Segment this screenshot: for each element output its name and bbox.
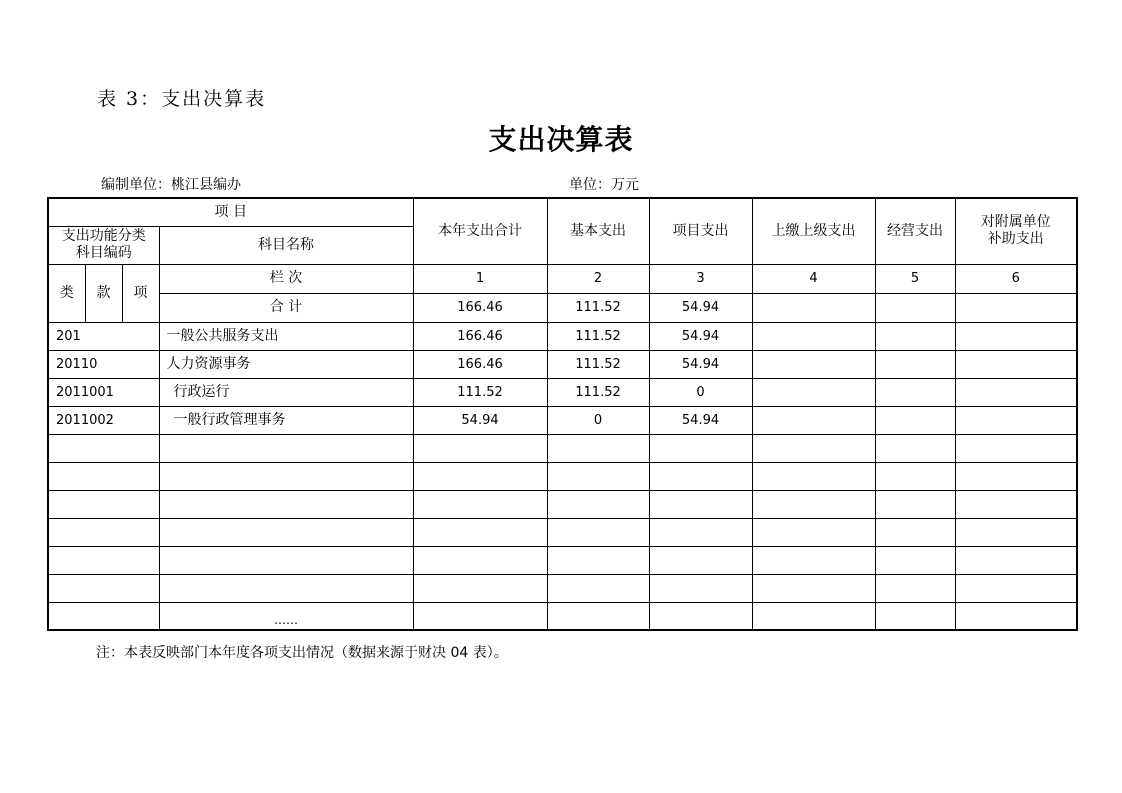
cell-subsidy: [955, 406, 1077, 434]
cell-basic: 111.52: [547, 322, 649, 350]
cell-total: 166.46: [413, 293, 547, 322]
header-lei: 类: [48, 264, 85, 322]
cell-business: [875, 322, 955, 350]
cell-project: 54.94: [649, 293, 752, 322]
cell-total: 54.94: [413, 406, 547, 434]
empty-row: [48, 518, 1077, 546]
col-num: 3: [649, 264, 752, 293]
cell-business: [875, 293, 955, 322]
compiling-unit: 编制单位：桃江县编办: [101, 177, 241, 193]
cell-total: 166.46: [413, 350, 547, 378]
cell-name: 行政运行: [159, 378, 413, 406]
ellipsis: ……: [159, 602, 413, 630]
header-kuan: 款: [85, 264, 122, 322]
col-num: 6: [955, 264, 1077, 293]
footnote: 注：本表反映部门本年度各项支出情况（数据来源于财决 04 表）。: [96, 645, 508, 661]
header-xiang: 项: [122, 264, 159, 322]
col-num: 2: [547, 264, 649, 293]
table-body: [48, 198, 1077, 630]
ellipsis-row: [48, 602, 1077, 630]
cell-project: 54.94: [649, 406, 752, 434]
header-func-code: 支出功能分类科目编码: [48, 226, 159, 264]
header-total: 本年支出合计: [413, 198, 547, 264]
cell-code: 2011002: [48, 406, 159, 434]
header-subsidy: 对附属单位补助支出: [955, 198, 1077, 264]
cell-upper: [752, 350, 875, 378]
empty-row: [48, 434, 1077, 462]
cell-project: 54.94: [649, 322, 752, 350]
empty-row: [48, 574, 1077, 602]
header-business: 经营支出: [875, 198, 955, 264]
cell-upper: [752, 406, 875, 434]
table-row: [48, 322, 1077, 350]
cell-code: 20110: [48, 350, 159, 378]
cell-project: 54.94: [649, 350, 752, 378]
empty-row: [48, 462, 1077, 490]
cell-business: [875, 406, 955, 434]
header-basic: 基本支出: [547, 198, 649, 264]
table-caption: 表 3：支出决算表: [97, 88, 267, 110]
cell-name: 人力资源事务: [159, 350, 413, 378]
cell-upper: [752, 322, 875, 350]
cell-subsidy: [955, 322, 1077, 350]
cell-name: 一般公共服务支出: [159, 322, 413, 350]
total-row: [48, 293, 1077, 322]
header-lanci: 栏 次: [159, 264, 413, 293]
currency-unit: 单位：万元: [569, 177, 639, 193]
cell-subsidy: [955, 293, 1077, 322]
header-project: 项目支出: [649, 198, 752, 264]
cell-business: [875, 350, 955, 378]
header-item: 项 目: [48, 198, 413, 226]
cell-total: 111.52: [413, 378, 547, 406]
header-row-1: [48, 198, 1077, 226]
cell-basic: 111.52: [547, 293, 649, 322]
empty-row: [48, 490, 1077, 518]
col-num: 5: [875, 264, 955, 293]
table-row: [48, 406, 1077, 434]
cell-total: 166.46: [413, 322, 547, 350]
cell-basic: 111.52: [547, 378, 649, 406]
cell-subsidy: [955, 378, 1077, 406]
empty-row: [48, 546, 1077, 574]
table-row: [48, 350, 1077, 378]
expenditure-table: [47, 197, 1078, 631]
table-row: [48, 378, 1077, 406]
cell-code: 2011001: [48, 378, 159, 406]
page-title: 支出决算表: [488, 123, 634, 156]
cell-business: [875, 378, 955, 406]
cell-basic: 0: [547, 406, 649, 434]
cell-name: 一般行政管理事务: [159, 406, 413, 434]
header-subject-name: 科目名称: [159, 226, 413, 264]
col-num: 4: [752, 264, 875, 293]
cell-project: 0: [649, 378, 752, 406]
total-label: 合 计: [159, 293, 413, 322]
cell-basic: 111.52: [547, 350, 649, 378]
cell-code: 201: [48, 322, 159, 350]
header-upper: 上缴上级支出: [752, 198, 875, 264]
cell-upper: [752, 378, 875, 406]
cell-upper: [752, 293, 875, 322]
cell-subsidy: [955, 350, 1077, 378]
col-num: 1: [413, 264, 547, 293]
header-row-3: [48, 264, 1077, 293]
